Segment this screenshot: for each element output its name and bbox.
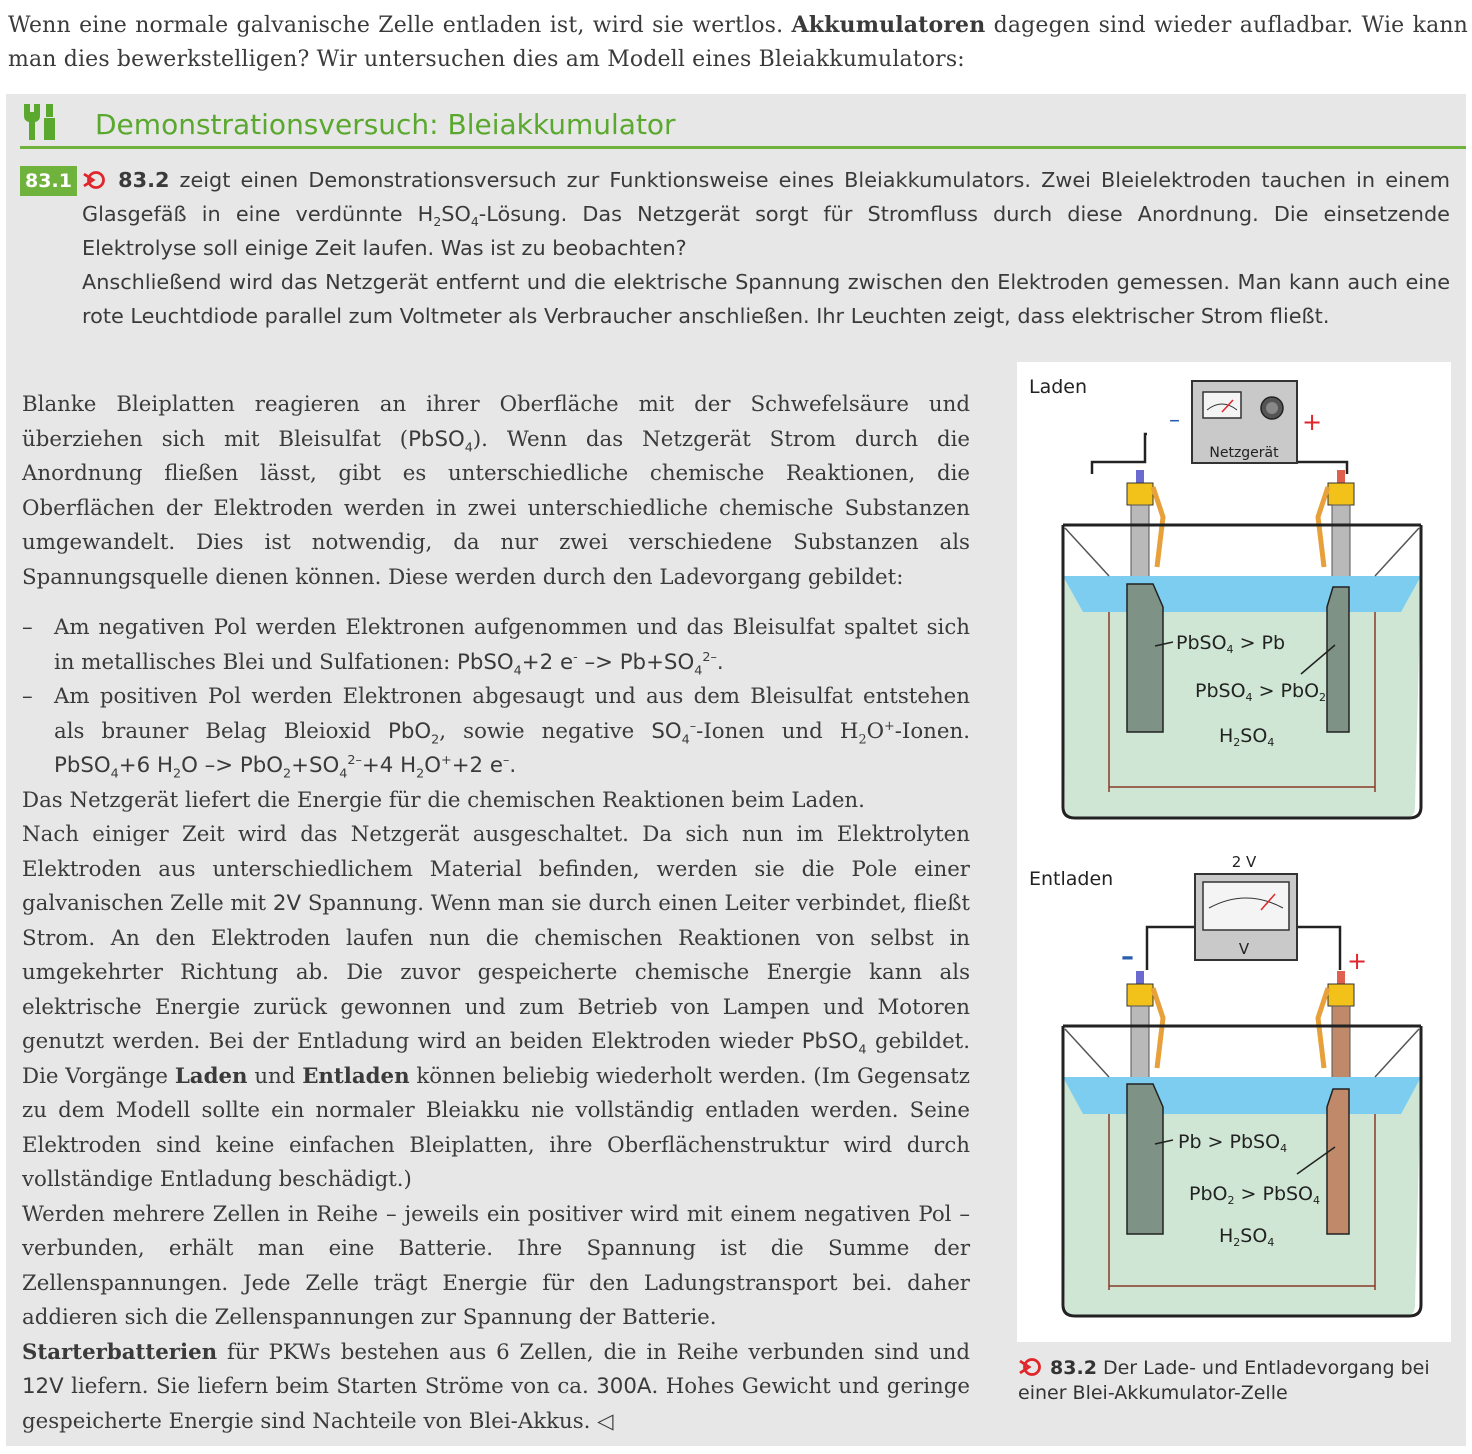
list-item: – Am positiven Pol werden Elektronen abgesaugt und aus dem Bleisulfat entstehen als brauner Belag Bleioxid PbO$_2$, sowie negative $SO_4^-$-Ionen und $H_2O^+$-Ionen. PbSO$_4$+6 $H_2O -> PbO_2+SO_4^{2-}+4$ $H_2O^++2$ e–. (22, 680, 970, 784)
subscript: 4 (513, 662, 522, 678)
superscript: 2– (702, 649, 717, 665)
text: -Ionen. (894, 718, 970, 744)
subscript: 2 (283, 766, 292, 782)
paragraph-1 (22, 388, 970, 595)
intro-bold-term: Akkumulatoren (791, 12, 986, 38)
current-value: 300A (596, 1374, 652, 1399)
list-dash: – (22, 615, 33, 640)
discharging-title: Entladen (1029, 868, 1114, 890)
charging-title: Laden (1029, 376, 1088, 398)
eq-part: O (424, 753, 441, 778)
experiment-text-1: zeigt einen Demonstrationsversuch zur Funktionsweise eines Bleiakkumulators. Zwei Bleielektroden tauchen in einem Glasgefäß in eine verdünnte H (82, 168, 1450, 226)
voltmeter (1195, 874, 1297, 960)
eq-part: PbSO (457, 649, 514, 675)
subscript: 4 (858, 1042, 867, 1058)
discharging-diagram (1029, 853, 1421, 1316)
text: . Hohes Gewicht und geringe gespeicherte Energie sind Nachteile von Blei-Akkus. ◁ (22, 1374, 970, 1434)
paragraph-3 (22, 818, 970, 1198)
figure-reference[interactable]: 83.2 (118, 168, 170, 192)
figure-caption (1018, 1356, 1458, 1406)
charge-label-negative: PbSO$_4$ > Pb (1176, 632, 1286, 656)
caption-ref: 83.2 (1050, 1357, 1097, 1379)
text: liefern. Sie liefern beim Starten Ströme von ca. (63, 1374, 597, 1399)
caption-text: Der Lade- und Entladevorgang bei einer Blei-Akkumulator-Zelle (1018, 1357, 1430, 1404)
text: Blanke Bleiplatten reagieren an ihrer Oberfläche mit der Schwefelsäure und überziehen sich mit Bleisulfat ( (22, 392, 970, 452)
discharge-label-positive: PbO$_2$ > PbSO$_4$ (1189, 1183, 1321, 1207)
eq-part: . (716, 649, 724, 675)
equation: PbSO$_4$+6 $H_2O -> PbO_2+SO_4^{2-}+4$ $H_2O^++2$ e–. (54, 752, 517, 782)
superscript: 2– (347, 752, 362, 768)
voltage-value: 12V (22, 1374, 64, 1399)
eq-part: +4 H (361, 753, 417, 778)
intro-paragraph (8, 8, 1468, 77)
formula: PbO (388, 718, 432, 744)
eq-part: . (509, 753, 517, 778)
eq-part: +SO (291, 753, 340, 778)
discharge-label-negative: Pb > PbSO$_4$ (1178, 1131, 1288, 1155)
power-supply (1192, 381, 1297, 463)
figure-reference-icon (1018, 1357, 1044, 1377)
experiment-text-3: -Lösung. Das Netzgerät sorgt für Stromfluss durch diese Anordnung. Die einsetzende Elektrolyse soll einige Zeit laufen. Was ist zu beobachten? (82, 202, 1450, 260)
subscript: 4 (339, 766, 348, 782)
voltage-value: 2V (272, 891, 302, 916)
bold-term: Starterbatterien (22, 1339, 218, 1365)
eq-part: +2 e (521, 649, 574, 675)
text: können beliebig wiederholt werden. (Im Gegensatz zu dem Modell sollte ein normaler Bleiakku nie vollständig entladen werden. Seine Elektroden sind keine einfachen Bleiplatten, ihre Oberflächenstruktur wird durch vollständige Entladung beschädigt.) (22, 1063, 970, 1192)
formula-text: PbSO (408, 426, 465, 452)
intro-text-1: Wenn eine normale galvanische Zelle entladen ist, wird sie wertlos. (8, 13, 792, 38)
eq-part: +2 e (451, 753, 503, 778)
paragraph-4: Werden mehrere Zellen in Reihe – jeweils ein positiver wird mit einem negativen Pol – verbunden, erhält man eine Batterie. Ihre Spannung ist die Summe der Zellenspannungen. Jede Zelle trägt Energie für den Ladungstransport bei. daher addieren sich die Zellenspannungen zur Spannung der Batterie. (22, 1201, 970, 1330)
subscript: 2 (416, 766, 425, 782)
bold-term: Laden (174, 1063, 248, 1089)
experiment-title: Demonstrationsversuch: Bleiakkumulator (95, 108, 676, 141)
main-text (22, 388, 970, 1439)
experiment-text-2: SO (441, 202, 471, 226)
text: Am positiven Pol werden Elektronen abgesaugt und aus dem Bleisulfat entstehen als brauner Belag Bleioxid (54, 684, 970, 744)
eq-part: +6 H (118, 753, 173, 778)
text: gebildet. Die Vorgänge (22, 1029, 970, 1089)
list-item (22, 611, 970, 680)
text: Spannung. Wenn man sie durch einen Leiter verbindet, fließt Strom. An den Elektroden laufen nun die chemischen Reaktionen von selbst in umgekehrter Richtung ab. Die zuvor gespeicherte chemische Energie kann als elektrische Energie zurück gewonnen und zum Betrieb von Lampen und Motoren genutzt werden. Bei der Entladung wird an beiden Elektroden wieder (22, 891, 970, 1054)
voltage-label: 2 V (1231, 853, 1257, 871)
paragraph-2: Das Netzgerät liefert die Energie für die chemischen Reaktionen beim Laden. (22, 787, 865, 813)
battery-figure (1017, 362, 1451, 1342)
eq-part: PbSO (54, 753, 111, 778)
text: Nach einiger Zeit wird das Netzgerät ausgeschaltet. Da sich nun im Elektrolyten Elektroden aus unterschiedlichem Material befinden, werden sie die Pole einer galvanischen Zelle mit (22, 822, 970, 916)
formula: SO (651, 718, 682, 744)
electrolyte-label: $H_2SO_4$ (1219, 1225, 1275, 1249)
charging-diagram (1029, 376, 1421, 818)
subscript: 2 (858, 731, 867, 747)
experiment-text-4: Anschließend wird das Netzgerät entfernt und die elektrische Spannung zwischen den Elektroden gemessen. Man kann auch eine rote Leuchtdiode parallel zum Voltmeter als Verbraucher anschließen. Ihr Leuchten zeigt, dass elektrischer Strom fließt. (82, 270, 1450, 328)
electrolyte-label: $H_2SO_4$ (1219, 725, 1275, 749)
subscript: 2 (431, 731, 440, 747)
text: und (247, 1063, 303, 1089)
subscript: 2 (433, 214, 442, 230)
intro-text-2: dagegen sind wieder aufladbar. Wie kann man dies bewerkstelligen? Wir untersuchen dies am Modell eines Bleiakkumulators: (8, 13, 1468, 72)
wrench-tools-icon (22, 102, 66, 140)
formula (408, 426, 473, 455)
equation: PbSO$_4$+2 $e^- -> Pb+SO_4^{2-}$. (457, 649, 724, 678)
list-dash: – (22, 684, 33, 709)
subscript: 4 (470, 214, 479, 230)
text: O (866, 718, 885, 744)
figure-reference-icon (82, 170, 108, 190)
text: -Ionen und H (696, 718, 859, 744)
eq-part: –> Pb+SO (577, 649, 695, 675)
eq-part: O –> PbO (181, 753, 284, 778)
subscript: 4 (694, 662, 703, 678)
subscript: 4 (464, 439, 473, 455)
power-supply-label: Netzgerät (1209, 445, 1279, 461)
bold-term: Entladen (302, 1063, 410, 1089)
subscript: 2 (172, 766, 182, 782)
paragraph-5 (22, 1336, 970, 1440)
subscript: 4 (681, 731, 690, 747)
charge-label-positive: PbSO$_4$ > PbO$_2$ (1195, 680, 1327, 704)
text: , sowie negative (439, 718, 652, 744)
subscript: 4 (110, 766, 119, 782)
experiment-description (82, 163, 1450, 333)
voltmeter-unit: V (1238, 940, 1250, 958)
formula: PbSO (801, 1029, 859, 1054)
text: ). Wenn das Netzgerät Strom durch die Anordnung fließen lässt, gibt es unterschiedliche chemische Reaktionen, die Oberflächen der Elektroden werden in zwei unterschiedliche chemische Substanzen umgewandelt. Dies ist notwendig, da nur zwei verschiedene Substanzen als Spannungsquelle dienen können. Diese werden durch den Ladevorgang gebildet: (22, 426, 970, 590)
minus-sign: – (1169, 408, 1180, 433)
experiment-number: 83.1 (20, 166, 77, 196)
text: Am negativen Pol werden Elektronen aufgenommen und das Bleisulfat spaltet sich in metallisches Blei und Sulfationen: (54, 615, 970, 675)
text: für PKWs bestehen aus 6 Zellen, die in Reihe verbunden sind und (217, 1339, 970, 1365)
minus-sign: – (1121, 942, 1134, 972)
plus-sign: + (1302, 408, 1323, 436)
plus-sign: + (1347, 947, 1368, 975)
